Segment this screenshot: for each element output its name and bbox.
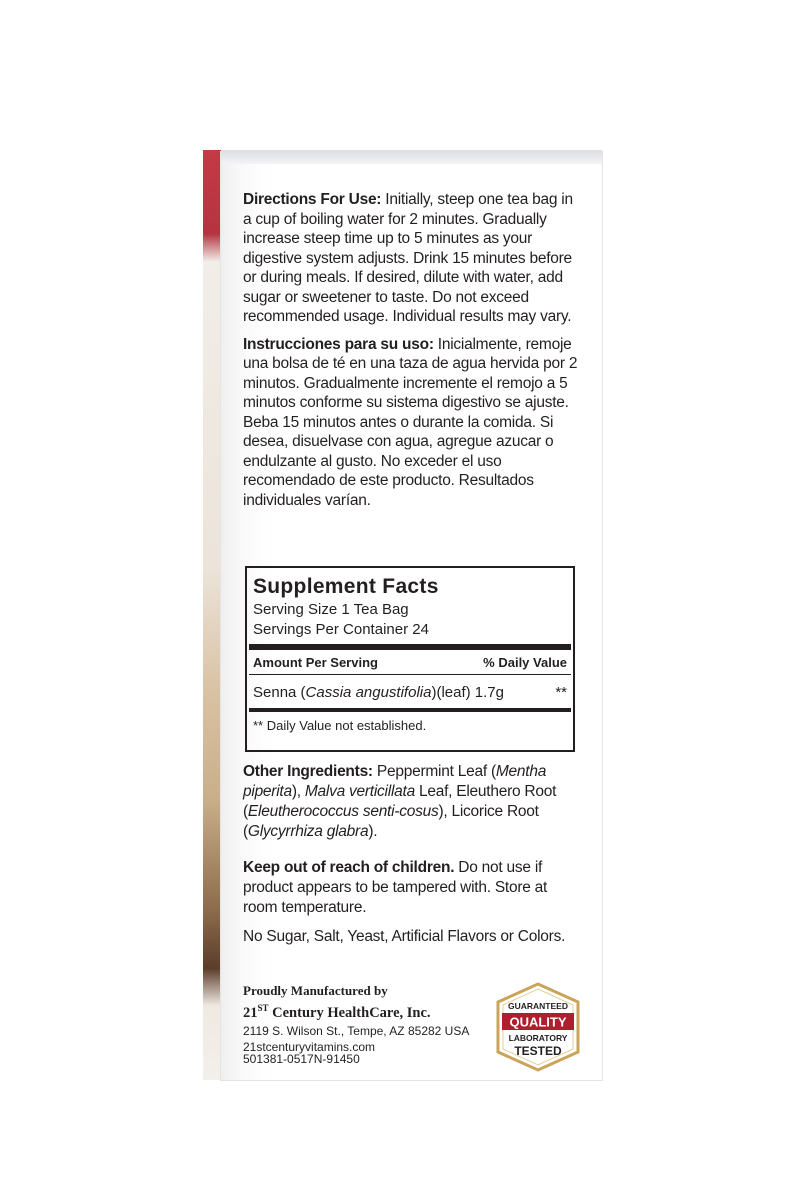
serving-size: Serving Size 1 Tea Bag	[253, 601, 409, 618]
servings-per-container: Servings Per Container 24	[253, 621, 429, 638]
lower-section	[243, 762, 583, 947]
manufacturer-name-sup: ST	[257, 1003, 269, 1013]
other-ingredients-paragraph	[243, 762, 583, 842]
instrucciones-label: Instrucciones para su uso:	[243, 335, 434, 353]
manufacturer-website: 21stcenturyvitamins.com	[243, 1039, 376, 1054]
facts-thin-rule	[249, 674, 571, 675]
oi-latin-2: Malva verticillata	[304, 783, 415, 800]
daily-value-header: % Daily Value	[483, 655, 567, 670]
badge-lower-text: LABORATORY	[508, 1033, 568, 1043]
warning-label: Keep out of reach of children.	[243, 859, 455, 876]
free-from-text: No Sugar, Salt, Yeast, Artificial Flavors or Colors.	[243, 928, 566, 945]
oi-text-4: ), Licorice Root (	[243, 803, 539, 840]
oi-text-5: ).	[368, 823, 378, 840]
oi-text-2: ),	[291, 783, 305, 800]
manufacturer-block	[243, 982, 503, 1055]
supplement-facts-panel	[245, 566, 575, 752]
manufacturer-name	[243, 999, 503, 1023]
instrucciones-text: Inicialmente, remoje una bolsa de té en una taza de agua hervida por 2 minutos. Gradualmente incremente el remojo a 5 minutos conforme su sistema digestivo se ajuste. Beba 15 minutos antes o durante la comida. Si desea, disuelvase con agua, agregue azucar o endulzante al gusto. No exceder el uso recomendado de este producto. Resultados individuales varían.	[243, 335, 578, 509]
directions-text: Initially, steep one tea bag in a cup of boiling water for 2 minutes. Gradually increase steep time up to 5 minutes as your digestive system adjusts. Drink 15 minutes before or during meals. If desired, dilute with water, add sugar or sweetener to taste. Do not exceed recommended usage. Individual results may vary.	[243, 191, 573, 325]
manufacturer-intro: Proudly Manufactured by	[243, 983, 388, 998]
supplement-facts-title: Supplement Facts	[253, 575, 439, 598]
manufacturer-name-pre: 21	[243, 1004, 258, 1021]
facts-ingredient-row	[253, 681, 567, 705]
ingredient-name: Senna (	[253, 684, 306, 701]
facts-thick-rule	[249, 644, 571, 650]
warning-text: Do not use if product appears to be tampered with. Store at room temperature.	[243, 859, 548, 916]
oi-latin-1: Mentha piperita	[243, 763, 547, 800]
ingredient-senna	[253, 681, 504, 705]
warning-paragraph	[243, 858, 583, 918]
oi-text-3: Leaf, Eleuthero Root (	[243, 783, 557, 820]
oi-latin-3: Eleutherococcus senti-cosus	[247, 803, 439, 820]
directions-label: Directions For Use:	[243, 191, 382, 208]
manufacturer-name-post: Century HealthCare, Inc.	[268, 1004, 431, 1021]
oi-text-1: Peppermint Leaf (	[372, 763, 496, 780]
facts-medium-rule	[249, 708, 571, 712]
manufacturer-address: 2119 S. Wilson St., Tempe, AZ 85282 USA	[243, 1023, 470, 1038]
directions-paragraph	[243, 190, 583, 327]
other-ingredients-label: Other Ingredients:	[243, 763, 373, 780]
badge-top-text: GUARANTEED	[508, 1001, 568, 1011]
quality-badge-icon	[494, 982, 582, 1072]
instrucciones-paragraph	[243, 335, 583, 511]
lot-code: 501381-0517N-91450	[243, 1052, 360, 1066]
facts-header-row	[253, 652, 567, 674]
ingredient-amount: )(leaf) 1.7g	[431, 684, 504, 701]
box-top-edge	[221, 150, 602, 164]
amount-per-serving-header: Amount Per Serving	[253, 655, 378, 670]
badge-bottom-text: TESTED	[514, 1044, 562, 1058]
directions-section	[243, 190, 583, 510]
facts-footnote: ** Daily Value not established.	[253, 718, 427, 733]
ingredient-latin-name: Cassia angustifolia	[305, 684, 432, 701]
ingredient-dv: **	[555, 684, 567, 701]
badge-middle-text: QUALITY	[509, 1014, 567, 1030]
oi-latin-4: Glycyrrhiza glabra	[247, 823, 369, 840]
